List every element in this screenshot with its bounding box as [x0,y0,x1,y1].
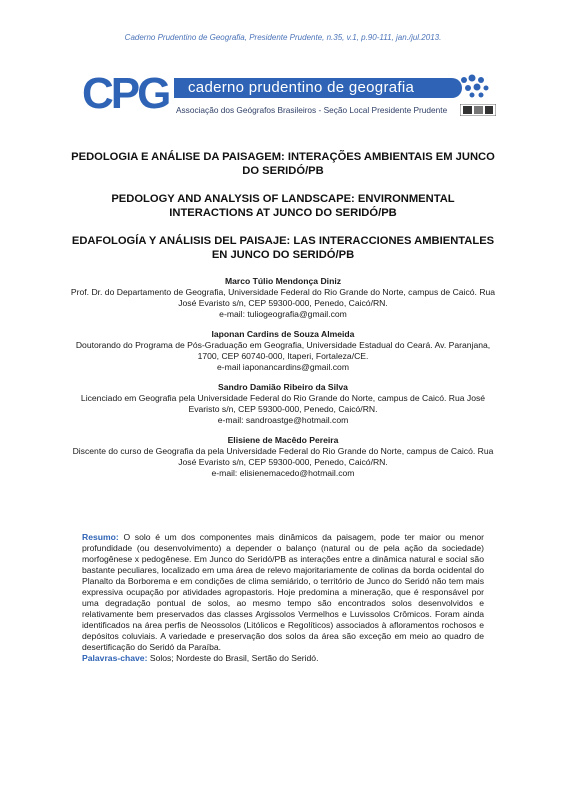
journal-logo [82,70,502,122]
logo-banner: caderno prudentino de geografia [174,78,462,98]
author-affiliation: Prof. Dr. do Departamento de Geografia, Universidade Federal do Rio Grande do Norte, campus de Caicó. Rua José Evaristo s/n, CEP 59300-000, Penedo, Caicó/RN. [70,287,496,308]
author-email: e-mail iaponancardins@gmail.com [217,362,349,372]
keywords-text: Solos; Nordeste do Brasil, Sertão do Seridó. [149,653,319,663]
journal-citation: Caderno Prudentino de Geografia, Presidente Prudente, n.35, v.1, p.90-111, jan./jul.2013. [124,33,442,42]
logo-letters: CPG [82,69,169,118]
author-email: e-mail: tuliogeografia@gmail.com [219,309,347,319]
author-entry [70,276,496,320]
title-portuguese: PEDOLOGIA E ANÁLISE DA PAISAGEM: INTERAÇÕES AMBIENTAIS EM JUNCO DO SERIDÓ/PB [71,151,495,177]
author-email: e-mail: sandroastge@hotmail.com [217,415,349,425]
author-name: Marco Túlio Mendonça Diniz [224,276,342,286]
author-name: Sandro Damião Ribeiro da Silva [218,382,348,392]
title-spanish: EDAFOLOGÍA Y ANÁLISIS DEL PAISAJE: LAS INTERACCIONES AMBIENTALES EN JUNCO DO SERIDÓ/PB [71,235,495,261]
abstract-text: O solo é um dos componentes mais dinâmicos da paisagem, pode ter maior ou menor profundidade (ou desenvolvimento) a depender o balanço (natural ou de pela ação da sociedade) morfogênese x pedogênese. Em Junco do Seridó/PB as interações entre a dinâmica natural e social são bastante peculiares, localizado em uma área de relevo majoritariamente de colinas da borda ocidental do Planalto da Borborema e em condições de clima semiárido, o território de Junco do Seridó não tem mais expressiva ocupação por atividades agropastoris. Hoje predomina a mineração, que é responsável por uma degradação pontual de solos, ao mesmo tempo são encontrados solos desenvolvidos e relativamente bem preservados das classes Argissolos Vermelhos e Luvissolos Crômicos. Foram ainda identificados na área perfis de Neossolos (Litólicos e Regolíticos) associados à afloramentos rochosos e depósitos coluviais. A variedade e preservação dos solos da área são exceção em meio ao quadro de desertificação do Seridó da Paraíba. [82,532,485,652]
author-affiliation: Doutorando do Programa de Pós-Graduação em Geografia, Universidade Estadual do Ceará. Av. Paranjana, 1700, CEP 60740-000, Itaperi, Fortaleza/CE. [75,340,491,361]
logo-dots-icon [460,74,490,100]
author-email: e-mail: elisienemacedo@hotmail.com [211,468,355,478]
title-english: PEDOLOGY AND ANALYSIS OF LANDSCAPE: ENVIRONMENTAL INTERACTIONS AT JUNCO DO SERIDÓ/PB [111,193,455,219]
abstract-section [82,532,484,664]
author-entry [70,329,496,373]
keywords-label: Palavras-chave: [82,653,148,663]
author-name: Elisiene de Macêdo Pereira [227,435,339,445]
author-list [70,276,496,488]
logo-subtitle: Associação dos Geógrafos Brasileiros - Seção Local Presidente Prudente [176,105,448,115]
keywords-line [82,653,484,664]
abstract-label: Resumo: [82,532,119,542]
author-affiliation: Discente do curso de Geografia da pela Universidade Federal do Rio Grande do Norte, campus de Caicó. Rua José Evaristo s/n, CEP 59300-000, Penedo, Caicó/RN. [72,446,494,467]
author-entry [70,435,496,479]
abstract-paragraph [82,532,484,653]
author-entry [70,382,496,426]
title-block [70,150,496,276]
agb-seal-icon [460,104,496,116]
author-affiliation: Licenciado em Geografia pela Universidade Federal do Rio Grande do Norte, campus de Caicó. Rua José Evaristo s/n, CEP 59300-000, Penedo, Caicó/RN. [80,393,486,414]
author-name: Iaponan Cardins de Souza Almeida [211,329,355,339]
